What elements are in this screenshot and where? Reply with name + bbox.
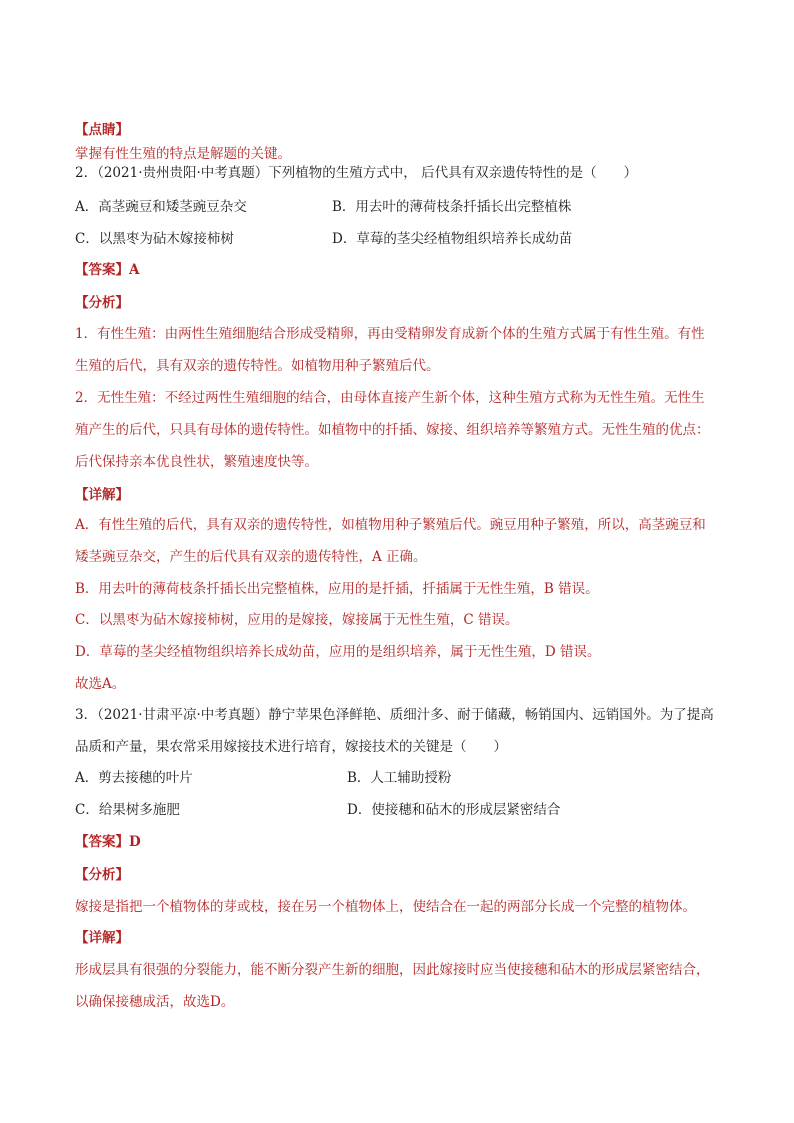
q2-analysis-heading: 【分析】 <box>75 295 129 311</box>
q3-stem-1: 静宁苹果色泽鲜艳、质细汁多、耐于储藏，畅销国内、远销国外。为了提高 <box>268 707 714 723</box>
q2-analysis-2a: 2．无性生殖：不经过两性生殖细胞的结合，由母体直接产生新个体，这种生殖方式称为无性生殖。无性生 <box>75 390 705 406</box>
q2-option-b: B．用去叶的薄荷枝条扦插长出完整植株 <box>332 199 572 215</box>
q2-option-a: A．高茎豌豆和矮茎豌豆杂交 <box>75 199 247 215</box>
q2-detail-a1: A．有性生殖的后代，具有双亲的遗传特性，如植物用种子繁殖后代。豌豆用种子繁殖，所以，高茎豌豆和 <box>75 517 706 533</box>
q3-option-d: D．使接穗和砧木的形成层紧密结合 <box>347 802 561 818</box>
q2-source: （2021·贵州贵阳·中考真题） <box>97 165 269 181</box>
q2-answer <box>75 261 139 279</box>
q3-option-b: B．人工辅助授粉 <box>347 770 452 786</box>
q2-option-c: C．以黑枣为砧木嫁接柿树 <box>75 231 234 247</box>
q3-source: （2021·甘肃平凉·中考真题） <box>97 707 269 723</box>
q3-answer <box>75 833 141 851</box>
q2-detail-c: C．以黑枣为砧木嫁接柿树，应用的是嫁接，嫁接属于无性生殖，C 错误。 <box>75 612 519 628</box>
q3-analysis-heading: 【分析】 <box>75 867 129 883</box>
q2-detail-d: D．草莓的茎尖经植物组织培养长成幼苗，应用的是组织培养，属于无性生殖，D 错误。 <box>75 644 601 660</box>
q3-answer-heading: 【答案】 <box>75 834 129 850</box>
q2-answer-value: A <box>129 262 140 278</box>
q2-analysis-1b: 生殖的后代，具有双亲的遗传特性。如植物用种子繁殖后代。 <box>75 358 440 374</box>
q2-detail-a2: 矮茎豌豆杂交，产生的后代具有双亲的遗传特性，A 正确。 <box>75 549 427 565</box>
q3-option-a: A．剪去接穗的叶片 <box>75 770 193 786</box>
q3-detail-heading: 【详解】 <box>75 930 129 946</box>
q2-stem-line <box>75 164 637 182</box>
q2-analysis-2b: 殖产生的后代，只具有母体的遗传特性。如植物中的扦插、嫁接、组织培养等繁殖方式。无性生殖的优点： <box>75 422 710 438</box>
q2-analysis-1a: 1．有性生殖：由两性生殖细胞结合形成受精卵，再由受精卵发育成新个体的生殖方式属于有性生殖。有性 <box>75 326 705 342</box>
q3-stem-line-1 <box>75 706 714 724</box>
q2-option-d: D．草莓的茎尖经植物组织培养长成幼苗 <box>332 231 573 247</box>
q2-conclusion: 故选A。 <box>75 676 126 692</box>
dianjing-text: 掌握有性生殖的特点是解题的关键。 <box>75 146 291 162</box>
q3-stem-2: 品质和产量，果农常采用嫁接技术进行培育，嫁接技术的关键是（ ） <box>75 739 507 755</box>
q3-number: 3． <box>75 707 98 723</box>
q3-option-c: C．给果树多施肥 <box>75 802 180 818</box>
q3-answer-value: D <box>129 834 141 850</box>
q2-detail-b: B．用去叶的薄荷枝条扦插长出完整植株，应用的是扦插，扦插属于无性生殖，B 错误。 <box>75 581 599 597</box>
q2-number: 2． <box>75 165 98 181</box>
q2-answer-heading: 【答案】 <box>75 262 129 278</box>
q2-detail-heading: 【详解】 <box>75 487 129 503</box>
q3-detail-1: 形成层具有很强的分裂能力，能不断分裂产生新的细胞，因此嫁接时应当使接穗和砧木的形成层紧密结合， <box>75 962 710 978</box>
q3-analysis-text: 嫁接是指把一个植物体的芽或枝，接在另一个植物体上，使结合在一起的两部分长成一个完整的植物体。 <box>75 899 696 915</box>
dianjing-heading: 【点睛】 <box>75 122 129 138</box>
q2-stem: 下列植物的生殖方式中， 后代具有双亲遗传特性的是（ ） <box>268 165 638 181</box>
q2-analysis-2c: 后代保持亲本优良性状，繁殖速度快等。 <box>75 454 318 470</box>
q3-detail-2: 以确保接穗成活，故选D。 <box>75 994 235 1010</box>
